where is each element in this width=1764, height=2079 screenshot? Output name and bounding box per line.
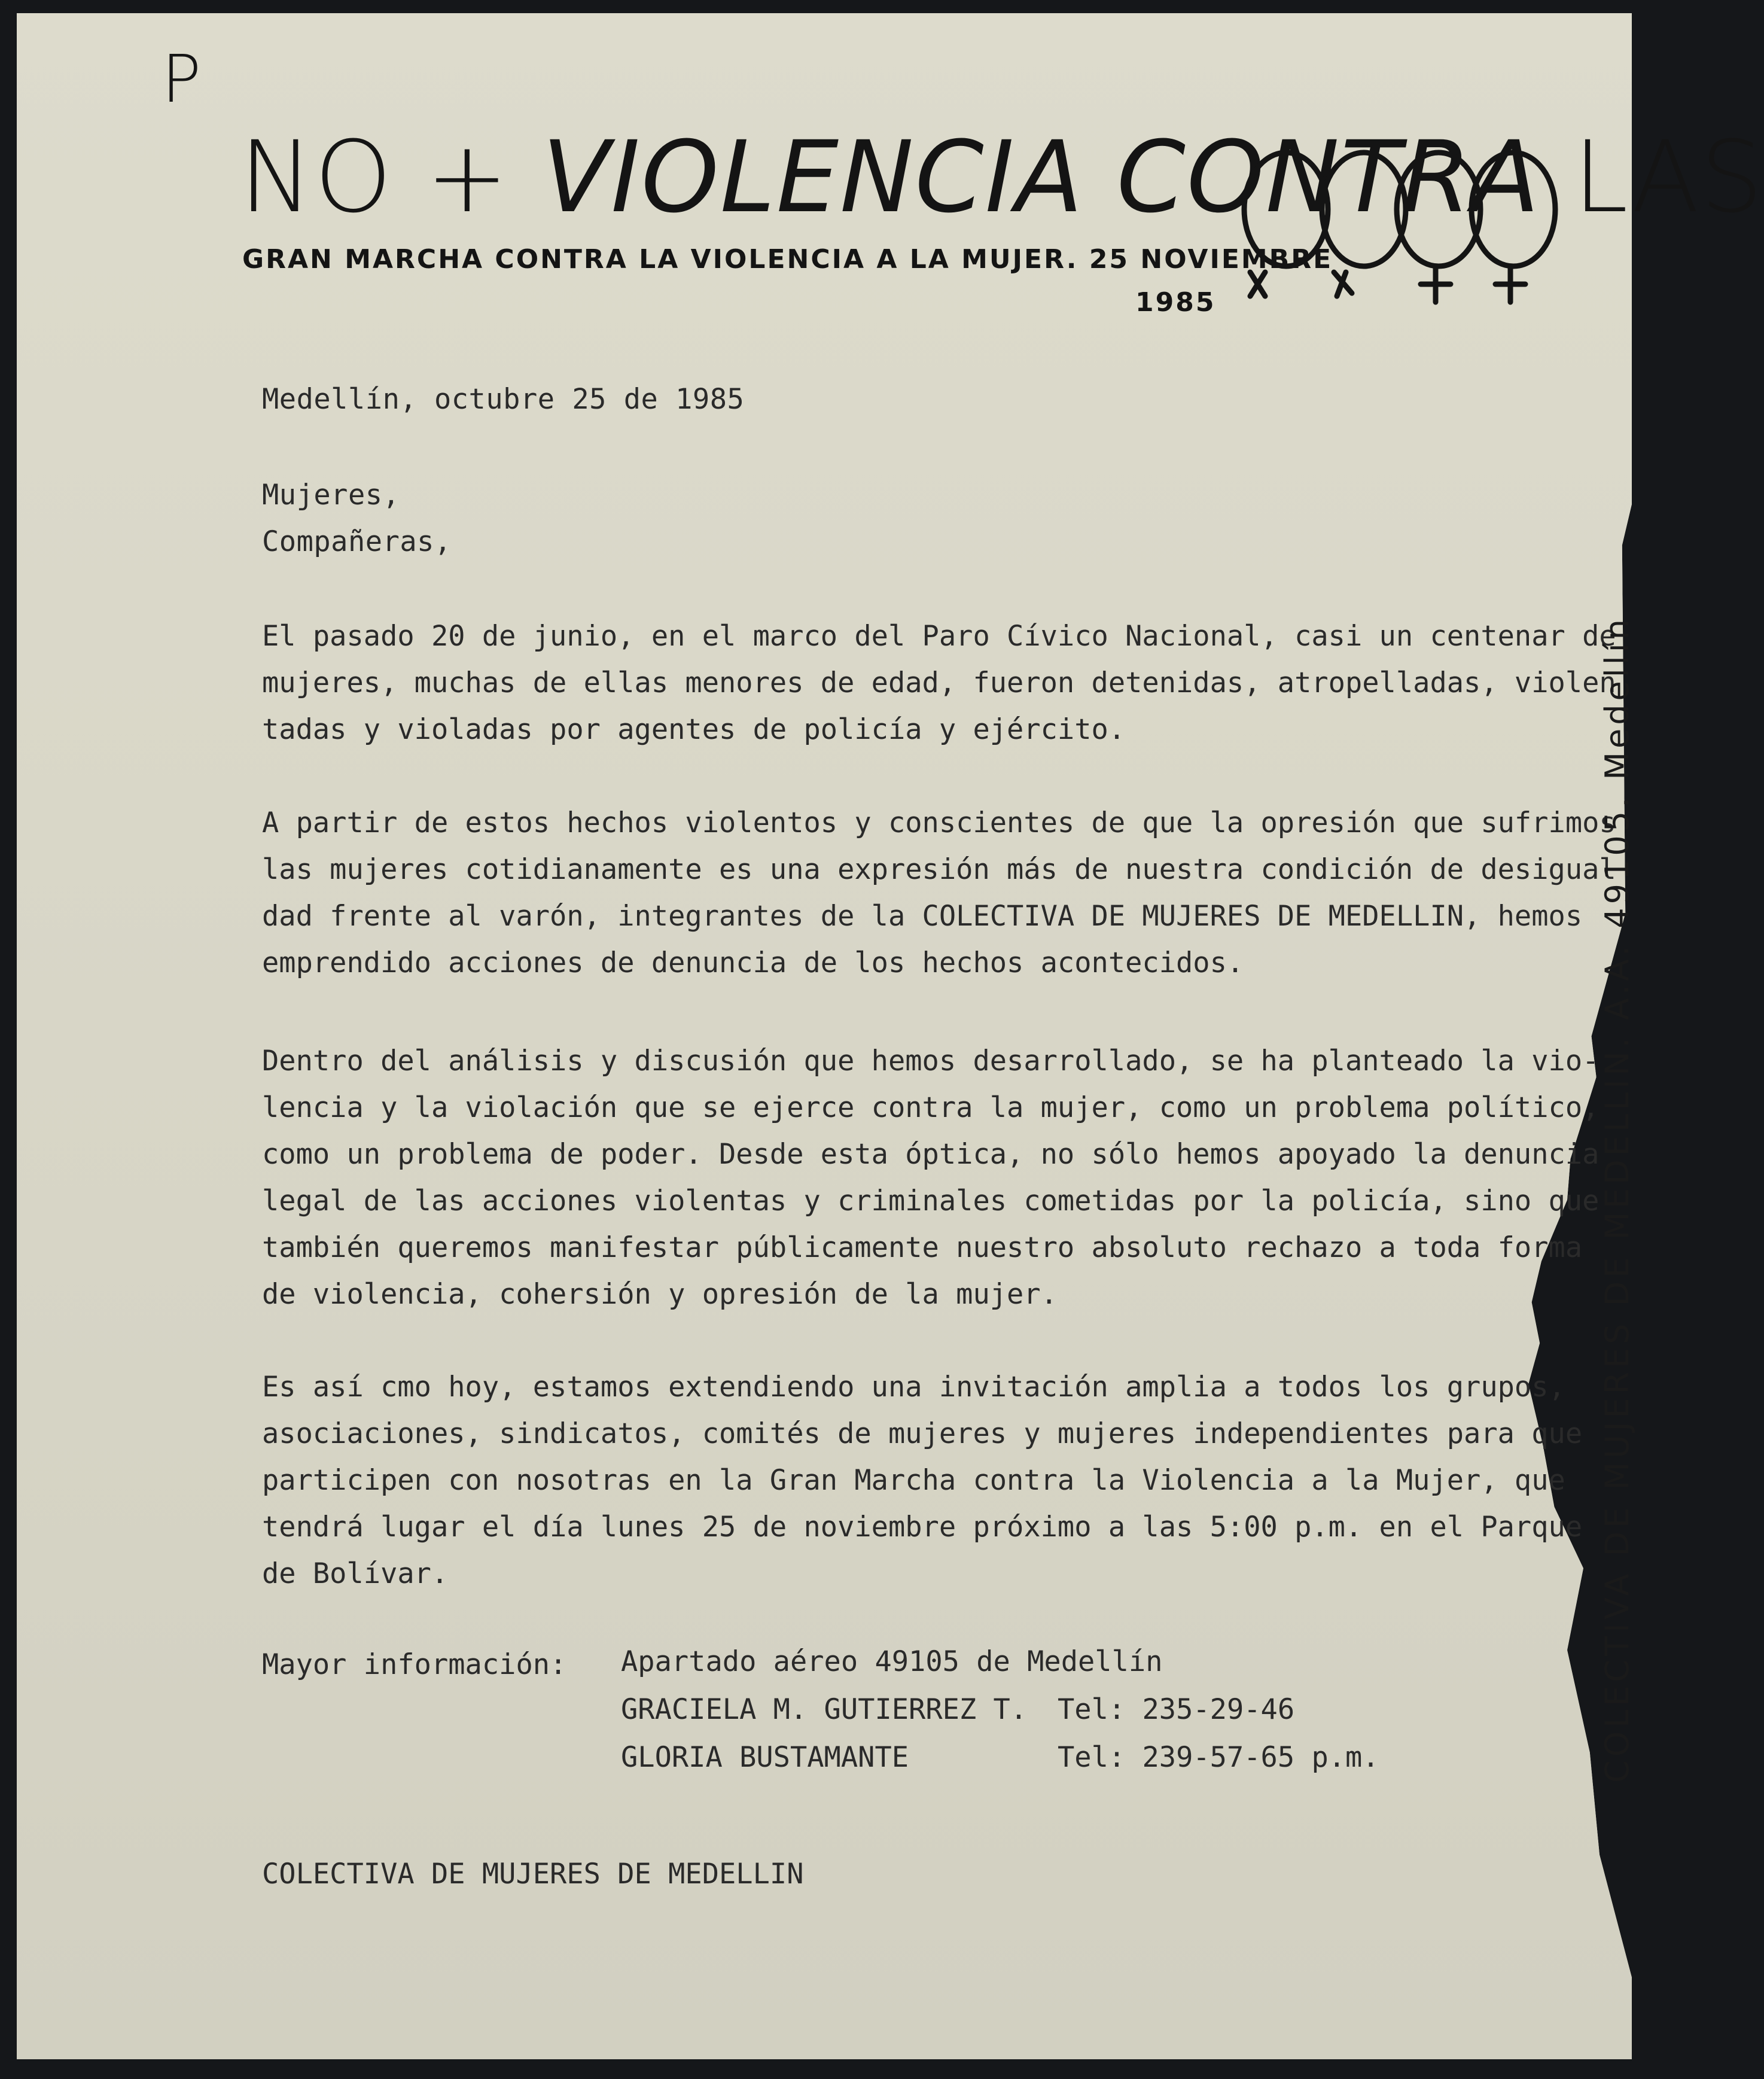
- contact-phone-1: Tel: 235-29-46: [1058, 1693, 1295, 1726]
- paragraph-line: tendrá lugar el día lunes 25 de noviembre próximo a las 5:00 p.m. en el Parque: [262, 1511, 1583, 1544]
- paragraph-line: las mujeres cotidianamente es una expresión más de nuestra condición de desigual: [262, 853, 1616, 886]
- paragraph-line: participen con nosotras en la Gran Marcha contra la Violencia a la Mujer, que: [262, 1464, 1565, 1497]
- paragraph-line: legal de las acciones violentas y criminales cometidas por la policía, sino que: [262, 1185, 1600, 1217]
- paragraph-line: Dentro del análisis y discusión que hemos desarrollado, se ha planteado la vio-: [262, 1045, 1600, 1077]
- paragraph-line: El pasado 20 de junio, en el marco del Paro Cívico Nacional, casi un centenar de: [262, 620, 1616, 653]
- contact-address: Apartado aéreo 49105 de Medellín: [621, 1645, 1163, 1678]
- contact-phone-2: Tel: 239-57-65 p.m.: [1058, 1741, 1379, 1774]
- paragraph-line: también queremos manifestar públicamente nuestro absoluto rechazo a toda forma: [262, 1231, 1583, 1264]
- paragraph-line: asociaciones, sindicatos, comités de mujeres y mujeres independientes para que: [262, 1417, 1583, 1450]
- paragraph-line: como un problema de poder. Desde esta óptica, no sólo hemos apoyado la denuncia: [262, 1138, 1600, 1171]
- contact-person-2: GLORIA BUSTAMANTE: [621, 1741, 909, 1774]
- salutation-1: Mujeres,: [262, 479, 400, 512]
- paragraph-line: de violencia, cohersión y opresión de la mujer.: [262, 1278, 1058, 1311]
- paragraph-line: emprendido acciones de denuncia de los hechos acontecidos.: [262, 946, 1244, 979]
- paragraph-2: [262, 800, 1616, 987]
- headline-part-3: LAS: [1540, 120, 1764, 235]
- female-symbols-icon: [1238, 144, 1573, 311]
- paragraph-line: A partir de estos hechos violentos y conscientes de que la opresión que sufrimos: [262, 806, 1616, 839]
- paragraph-line: de Bolívar.: [262, 1557, 449, 1590]
- female-symbol-icon: [1397, 153, 1480, 266]
- paragraph-1: [262, 613, 1616, 753]
- subheadline-year: 1985: [1135, 287, 1216, 318]
- paragraph-line: dad frente al varón, integrantes de la COLECTIVA DE MUJERES DE MEDELLIN, hemos: [262, 900, 1583, 933]
- handwritten-corner-mark: P: [162, 41, 202, 117]
- date-line: Medellín, octubre 25 de 1985: [262, 383, 745, 416]
- female-symbol-icon: [1322, 153, 1406, 266]
- salutation-2: Compañeras,: [262, 525, 452, 558]
- subheadline: GRAN MARCHA CONTRA LA VIOLENCIA A LA MUJER. 25 NOVIEMBRE: [242, 244, 1333, 275]
- paragraph-line: lencia y la violación que se ejerce contra la mujer, como un problema político,: [262, 1091, 1600, 1124]
- paragraph-line: Es así cmo hoy, estamos extendiendo una invitación amplia a todos los grupos,: [262, 1371, 1565, 1404]
- headline-part-2: VIOLENCIA CONTRA: [542, 120, 1541, 235]
- signature: COLECTIVA DE MUJERES DE MEDELLIN: [262, 1858, 804, 1891]
- paragraph-line: tadas y violadas por agentes de policía y ejército.: [262, 713, 1126, 746]
- contact-person-1: GRACIELA M. GUTIERREZ T.: [621, 1693, 1028, 1726]
- paragraph-4: [262, 1364, 1582, 1597]
- paragraph-line: mujeres, muchas de ellas menores de edad, fueron detenidas, atropelladas, violen: [262, 666, 1616, 699]
- contact-label: Mayor información:: [262, 1648, 567, 1681]
- vertical-margin-note: COLECTIVA DE MUJERES DE MEDELLIN. A.A. 49105. Medellín: [1598, 616, 1636, 1783]
- paragraph-3: [262, 1038, 1599, 1318]
- female-symbol-icon: [1471, 153, 1555, 266]
- headline-part-1: NO +: [239, 120, 543, 235]
